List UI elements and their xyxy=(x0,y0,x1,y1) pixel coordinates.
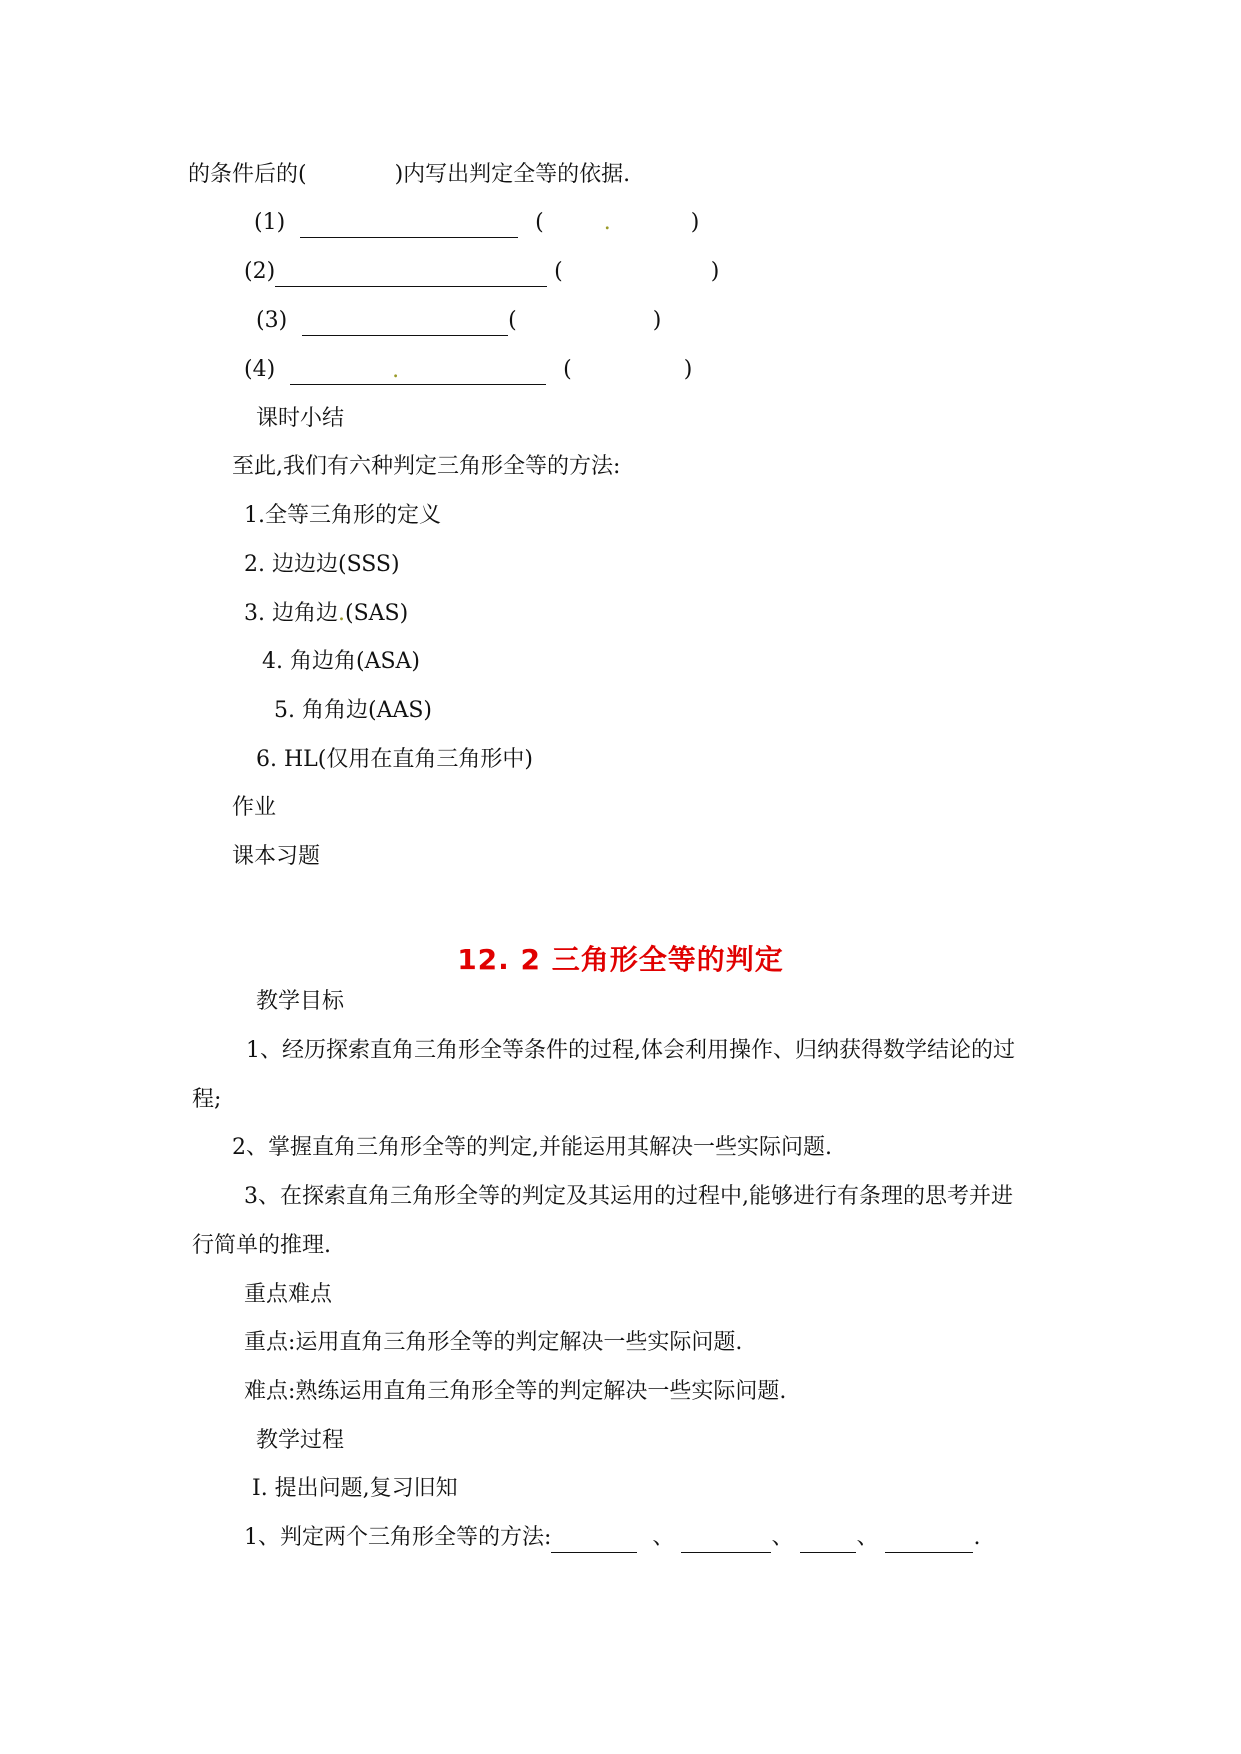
summary-intro: 至此,我们有六种判定三角形全等的方法: xyxy=(232,454,621,479)
answer-blank[interactable] xyxy=(275,264,547,287)
fill-item-2 xyxy=(244,257,719,287)
goal-3-line-2: 行简单的推理. xyxy=(192,1233,331,1258)
difficult-point: 难点:熟练运用直角三角形全等的判定解决一些实际问题. xyxy=(244,1379,787,1404)
paren-open: ( xyxy=(554,259,563,284)
intro-post: )内写出判定全等的依据. xyxy=(394,162,631,187)
answer-blank[interactable]: . xyxy=(290,362,546,385)
method-5: 5. 角角边(AAS) xyxy=(274,698,432,723)
answer-blank[interactable] xyxy=(302,313,508,336)
intro-line xyxy=(188,160,630,190)
key-point: 重点:运用直角三角形全等的判定解决一些实际问题. xyxy=(244,1330,743,1355)
fill-item-4 xyxy=(244,355,692,385)
paren-open: ( xyxy=(508,308,517,333)
key-heading: 重点难点 xyxy=(244,1282,333,1307)
fill-item-label: (3) xyxy=(256,308,288,333)
summary-heading: 课时小结 xyxy=(256,406,345,431)
answer-blank[interactable] xyxy=(300,215,518,238)
paren-close: ) xyxy=(652,308,662,333)
goal-1-line-1: 1、经历探索直角三角形全等条件的过程,体会利用操作、归纳获得数学结论的过 xyxy=(246,1038,1015,1063)
answer-blank[interactable] xyxy=(800,1530,856,1553)
fill-item-1 xyxy=(254,208,699,238)
goals-heading: 教学目标 xyxy=(256,989,345,1014)
paren-open: ( xyxy=(535,210,544,235)
method-3: 3. 边角边.(SAS) xyxy=(244,601,409,626)
fill-item-label: (1) xyxy=(254,210,286,235)
section-title: 12. 2 三角形全等的判定 xyxy=(457,943,784,976)
question-1: 1、判定两个三角形全等的方法: 、 、 、 . xyxy=(244,1523,980,1553)
homework-content: 课本习题 xyxy=(232,844,321,869)
paren-close: ) xyxy=(683,357,693,382)
answer-blank[interactable] xyxy=(551,1530,637,1553)
goal-3-line-1: 3、在探索直角三角形全等的判定及其运用的过程中,能够进行有条理的思考并进 xyxy=(244,1184,1013,1209)
fill-item-3 xyxy=(256,306,661,336)
paren-open: ( xyxy=(563,357,572,382)
paren-close: ) xyxy=(710,259,720,284)
question-1-text: 1、判定两个三角形全等的方法: xyxy=(244,1525,552,1550)
intro-pre: 的条件后的( xyxy=(188,162,307,187)
process-heading: 教学过程 xyxy=(256,1428,345,1453)
fill-item-label: (2) xyxy=(244,259,276,284)
method-2: 2. 边边边(SSS) xyxy=(244,552,400,577)
fill-item-label: (4) xyxy=(244,357,276,382)
goal-1-line-2: 程; xyxy=(192,1087,222,1112)
homework-heading: 作业 xyxy=(232,795,277,820)
step-1: Ⅰ. 提出问题,复习旧知 xyxy=(252,1476,458,1501)
goal-2: 2、掌握直角三角形全等的判定,并能运用其解决一些实际问题. xyxy=(232,1135,832,1160)
method-1: 1.全等三角形的定义 xyxy=(244,503,441,528)
method-4: 4. 角边角(ASA) xyxy=(262,649,420,674)
paren-close: ) xyxy=(690,210,700,235)
mark-dot: . xyxy=(603,210,611,235)
answer-blank[interactable] xyxy=(885,1530,973,1553)
answer-blank[interactable] xyxy=(681,1530,771,1553)
method-6: 6. HL(仅用在直角三角形中) xyxy=(256,747,533,772)
